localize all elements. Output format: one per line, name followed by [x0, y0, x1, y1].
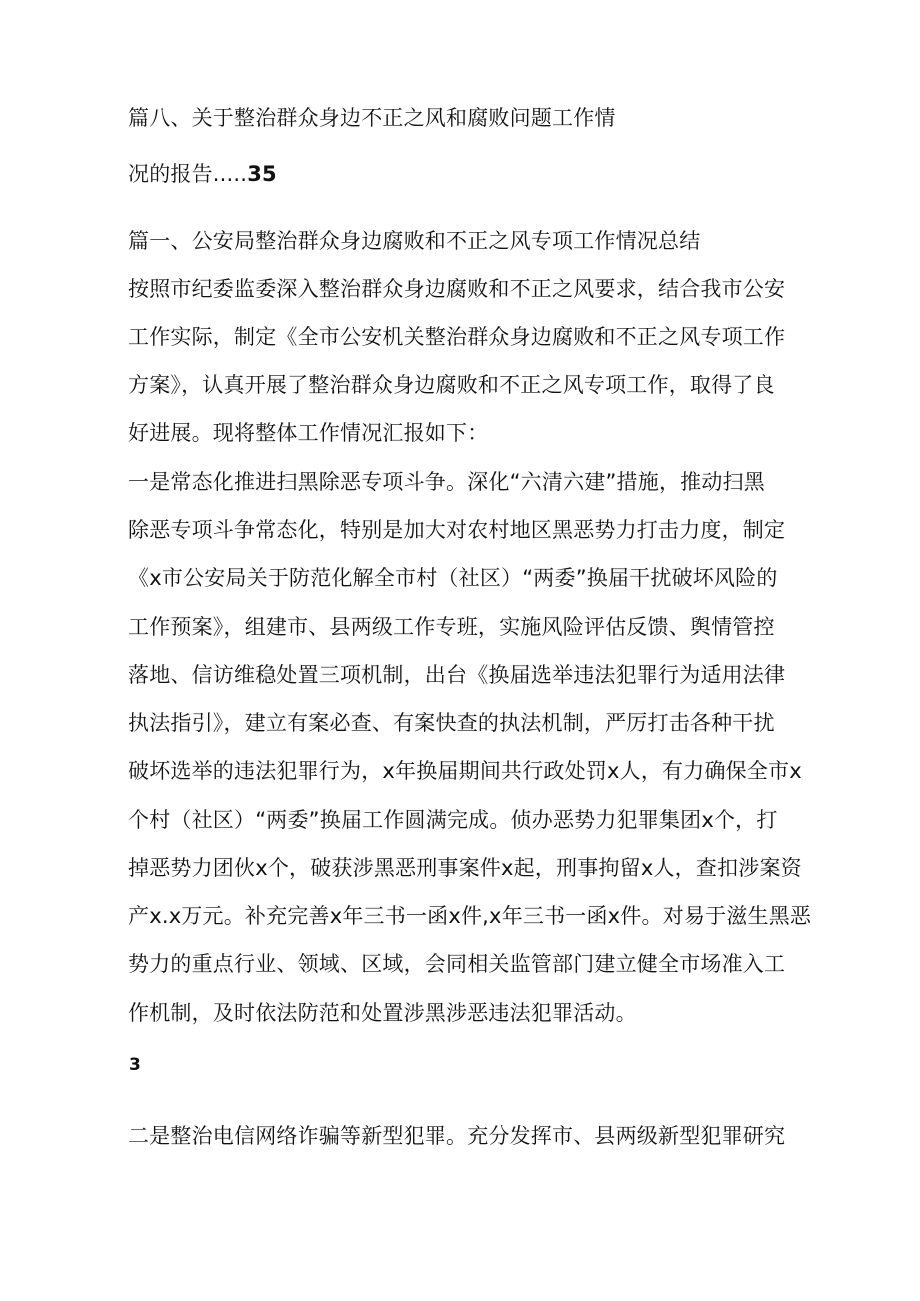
paragraph-line: 按照市纪委监委深入整治群众身边腐败和不正之风要求，结合我市公安	[128, 277, 786, 301]
paragraph-line: 二是整治电信网络诈骗等新型犯罪。充分发挥市、县两级新型犯罪研究	[128, 1124, 786, 1148]
section-heading: 篇一、公安局整治群众身边腐败和不正之风专项工作情况总结	[128, 229, 701, 253]
page-number: 3	[129, 1055, 141, 1075]
paragraph-line: 好进展。现将整体工作情况汇报如下：	[128, 421, 489, 445]
paragraph-line: 落地、信访维稳处置三项机制，出台《换届选举违法犯罪行为适用法律	[128, 663, 786, 687]
paragraph-line: 破坏选举的违法犯罪行为，x年换届期间共行政处罚x人，有力确保全市x	[128, 759, 802, 783]
paragraph-line: 执法指引》，建立有案必查、有案快查的执法机制，严厉打击各种干扰	[128, 711, 775, 735]
paragraph-line: 工作实际，制定《全市公安机关整治群众身边腐败和不正之风专项工作	[128, 325, 786, 349]
paragraph-line: 一是常态化推进扫黑除恶专项斗争。深化“六清六建”措施，推动扫黑	[128, 470, 765, 494]
paragraph-line: 工作预案》，组建市、县两级工作专班，实施风险评估反馈、舆情管控	[128, 615, 775, 639]
toc-entry-line-2	[128, 160, 277, 188]
paragraph-line: 方案》，认真开展了整治群众身边腐败和不正之风专项工作，取得了良	[128, 373, 775, 397]
paragraph-line: 掉恶势力团伙x个，破获涉黑恶刑事案件x起，刑事拘留x人，查扣涉案资	[128, 856, 802, 880]
toc-page-number: 35	[247, 162, 277, 186]
paragraph-line: 势力的重点行业、领域、区域，会同相关监管部门建立健全市场准入工	[128, 952, 786, 976]
paragraph-line: 《x市公安局关于防范化解全市村（社区）“两委”换届干扰破坏风险的	[128, 566, 778, 590]
paragraph-line: 个村（社区）“两委”换届工作圆满完成。侦办恶势力犯罪集团x个，打	[128, 808, 778, 832]
paragraph-line: 产x.x万元。补充完善x年三书一函x件,x年三书一函x件。对易于滋生黑恶	[128, 904, 812, 928]
toc-entry-line-1: 篇八、关于整治群众身边不正之风和腐败问题工作情	[128, 106, 616, 130]
paragraph-line: 除恶专项斗争常态化，特别是加大对农村地区黑恶势力打击力度，制定	[128, 518, 786, 542]
toc-entry-text: 况的报告.....	[128, 162, 248, 186]
paragraph-line: 作机制，及时依法防范和处置涉黑涉恶违法犯罪活动。	[128, 1001, 637, 1025]
